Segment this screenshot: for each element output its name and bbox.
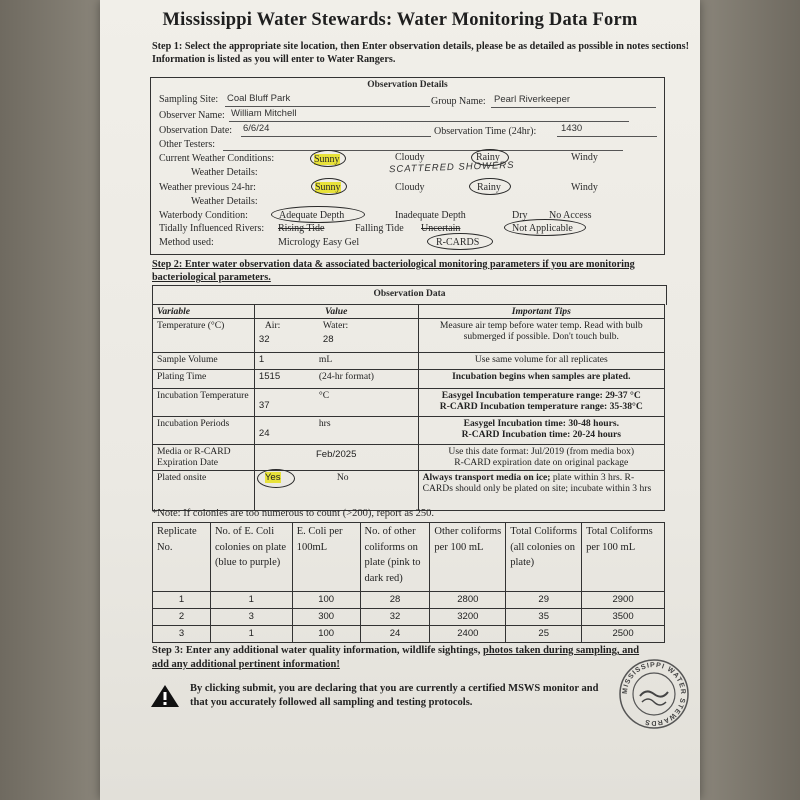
time-label: Observation Time (24hr): [434, 126, 537, 137]
rep-cell: 29 [506, 592, 582, 609]
previous-cloudy: Cloudy [395, 182, 425, 193]
details-heading: Observation Details [367, 80, 448, 90]
rep-cell: 3 [153, 626, 211, 643]
temperature-values: Air: Water: 32 28 [254, 319, 418, 353]
tidal-label: Tidally Influenced Rivers: [159, 223, 265, 234]
waterbody-no-access: No Access [549, 210, 592, 221]
onsite-label: Plated onsite [153, 471, 255, 511]
rep-cell: 25 [506, 626, 582, 643]
expiry-value: Feb/2025 [254, 445, 418, 471]
rep-cell: 2800 [430, 592, 506, 609]
warning-icon [150, 684, 180, 708]
previous-rainy: Rainy [477, 182, 501, 193]
table-row [153, 626, 665, 643]
observer-value: William Mitchell [231, 108, 297, 119]
group-value: Pearl Riverkeeper [494, 94, 571, 105]
current-cloudy: Cloudy [395, 152, 425, 163]
current-windy: Windy [571, 152, 598, 163]
site-value: Coal Bluff Park [227, 93, 291, 104]
rep-cell: 2 [153, 609, 211, 626]
rep-cell: 1 [210, 592, 292, 609]
col-variable: Variable [153, 305, 255, 319]
volume-value: 1 mL [254, 353, 418, 370]
volume-label: Sample Volume [153, 353, 255, 370]
rep-cell: 32 [360, 609, 430, 626]
volume-tip: Use same volume for all replicates [418, 353, 664, 370]
tidal-rising: Rising Tide [278, 223, 325, 234]
previous-weather-label: Weather previous 24-hr: [159, 182, 256, 193]
water-stewards-seal [618, 658, 690, 730]
plating-label: Plating Time [153, 370, 255, 389]
onsite-tip: Always transport media on ice; plate within 3 hrs. R-CARDs should only be plated on site; incubate within 3 hrs [418, 471, 664, 511]
waterbody-inadequate: Inadequate Depth [395, 210, 466, 221]
rep-cell: 2400 [430, 626, 506, 643]
plating-value: 1515 (24-hr format) [254, 370, 418, 389]
rep-header-6: Total Coliforms per 100 mL [582, 523, 665, 592]
rep-header-4: Other coliforms per 100 mL [430, 523, 506, 592]
tidal-uncertain: Uncertain [421, 223, 461, 234]
tidal-not-applicable: Not Applicable [512, 223, 573, 234]
rep-header-0: Replicate No. [153, 523, 211, 592]
rep-cell: 35 [506, 609, 582, 626]
testers-label: Other Testers: [159, 139, 216, 150]
incubation-period-label: Incubation Periods [153, 417, 255, 445]
rep-cell: 1 [153, 592, 211, 609]
step1-instructions: Step 1: Select the appropriate site location, then Enter observation details, please be as detailed as possible in notes sections! Information is listed as you will enter to Water Rangers. [152, 41, 690, 65]
table-row [153, 592, 665, 609]
obs-data-heading: Observation Data [373, 289, 446, 299]
rep-cell: 100 [292, 592, 360, 609]
rep-cell: 2500 [582, 626, 665, 643]
rep-cell: 3500 [582, 609, 665, 626]
rep-cell: 300 [292, 609, 360, 626]
waterbody-label: Waterbody Condition: [159, 210, 248, 221]
method-rcards: R-CARDS [436, 237, 480, 248]
svg-text:MISSISSIPPI WATER STEWARDS: MISSISSIPPI WATER STEWARDS [621, 661, 687, 727]
temperature-tip: Measure air temp before water temp. Read with bulb submerged if possible. Don't touch bulb. [418, 319, 664, 353]
replicate-table [152, 522, 665, 643]
previous-sunny: Sunny [315, 182, 341, 193]
date-value: 6/6/24 [243, 123, 270, 134]
expiry-tip: Use this date format: Jul/2019 (from media box) R-CARD expiration date on original package [418, 445, 664, 471]
background-left [0, 0, 110, 800]
step2-instructions: Step 2: Enter water observation data & associated bacteriological monitoring parameters if you are monitoring bacteriological parameters. [152, 259, 635, 283]
expiry-label: Media or R-CARD Expiration Date [153, 445, 255, 471]
observation-details-box [150, 77, 665, 255]
rep-header-2: E. Coli per 100mL [292, 523, 360, 592]
current-sunny: Sunny [314, 154, 340, 165]
group-label: Group Name: [431, 96, 486, 107]
waterbody-adequate: Adequate Depth [279, 210, 345, 221]
incubation-period-value: 24hrs [254, 417, 418, 445]
colonies-note: *Note: If colonies are too numerous to count (>200), report as 250. [152, 508, 435, 519]
col-tips: Important Tips [418, 305, 664, 319]
background-right [690, 0, 800, 800]
temperature-label: Temperature (°C) [153, 319, 255, 353]
rep-cell: 28 [360, 592, 430, 609]
rep-cell: 2900 [582, 592, 665, 609]
rep-header-1: No. of E. Coli colonies on plate (blue to purple) [210, 523, 292, 592]
weather-details-handwritten: SCATTERED SHOWERS [388, 159, 515, 176]
form-title: Mississippi Water Stewards: Water Monitoring Data Form [162, 10, 638, 30]
rep-header-3: No. of other coliforms on plate (pink to dark red) [360, 523, 430, 592]
observer-label: Observer Name: [159, 110, 225, 121]
col-value: Value [254, 305, 418, 319]
date-label: Observation Date: [159, 125, 233, 136]
observation-data-table [152, 304, 665, 511]
time-value: 1430 [561, 123, 583, 134]
previous-windy: Windy [571, 182, 598, 193]
onsite-yes: Yes [264, 472, 281, 483]
tidal-falling: Falling Tide [355, 223, 404, 234]
onsite-value [254, 471, 418, 511]
rep-header-5: Total Coliforms (all colonies on plate) [506, 523, 582, 592]
incubation-temp-value: 37°C [254, 389, 418, 417]
current-rainy: Rainy [476, 152, 500, 163]
site-label: Sampling Site: [159, 94, 219, 105]
weather-details-label: Weather Details: [191, 167, 258, 178]
incubation-temp-tip: Easygel Incubation temperature range: 29-37 °C R-CARD Incubation temperature range: 35-38°C [418, 389, 664, 417]
previous-weather-details-label: Weather Details: [191, 196, 258, 207]
method-micrology: Micrology Easy Gel [278, 237, 360, 248]
plating-tip: Incubation begins when samples are plated. [418, 370, 664, 389]
rep-cell: 3200 [430, 609, 506, 626]
method-label: Method used: [159, 237, 214, 248]
step3-instructions: Step 3: Enter any additional water quality information, wildlife sightings, photos taken during sampling, and add any additional pertinent information! [152, 645, 640, 670]
rep-cell: 3 [210, 609, 292, 626]
rep-cell: 24 [360, 626, 430, 643]
table-row [153, 609, 665, 626]
current-weather-label: Current Weather Conditions: [159, 153, 275, 164]
declaration-text: By clicking submit, you are declaring that you are currently a certified MSWS monitor and that you accurately followed all sampling and testing protocols. [190, 683, 599, 708]
data-form-sheet [100, 0, 700, 800]
rep-cell: 100 [292, 626, 360, 643]
waterbody-dry: Dry [512, 210, 528, 221]
incubation-period-tip: Easygel Incubation time: 30-48 hours. R-CARD Incubation time: 20-24 hours [418, 417, 664, 445]
incubation-temp-label: Incubation Temperature [153, 389, 255, 417]
rep-cell: 1 [210, 626, 292, 643]
onsite-no: No [336, 472, 349, 483]
